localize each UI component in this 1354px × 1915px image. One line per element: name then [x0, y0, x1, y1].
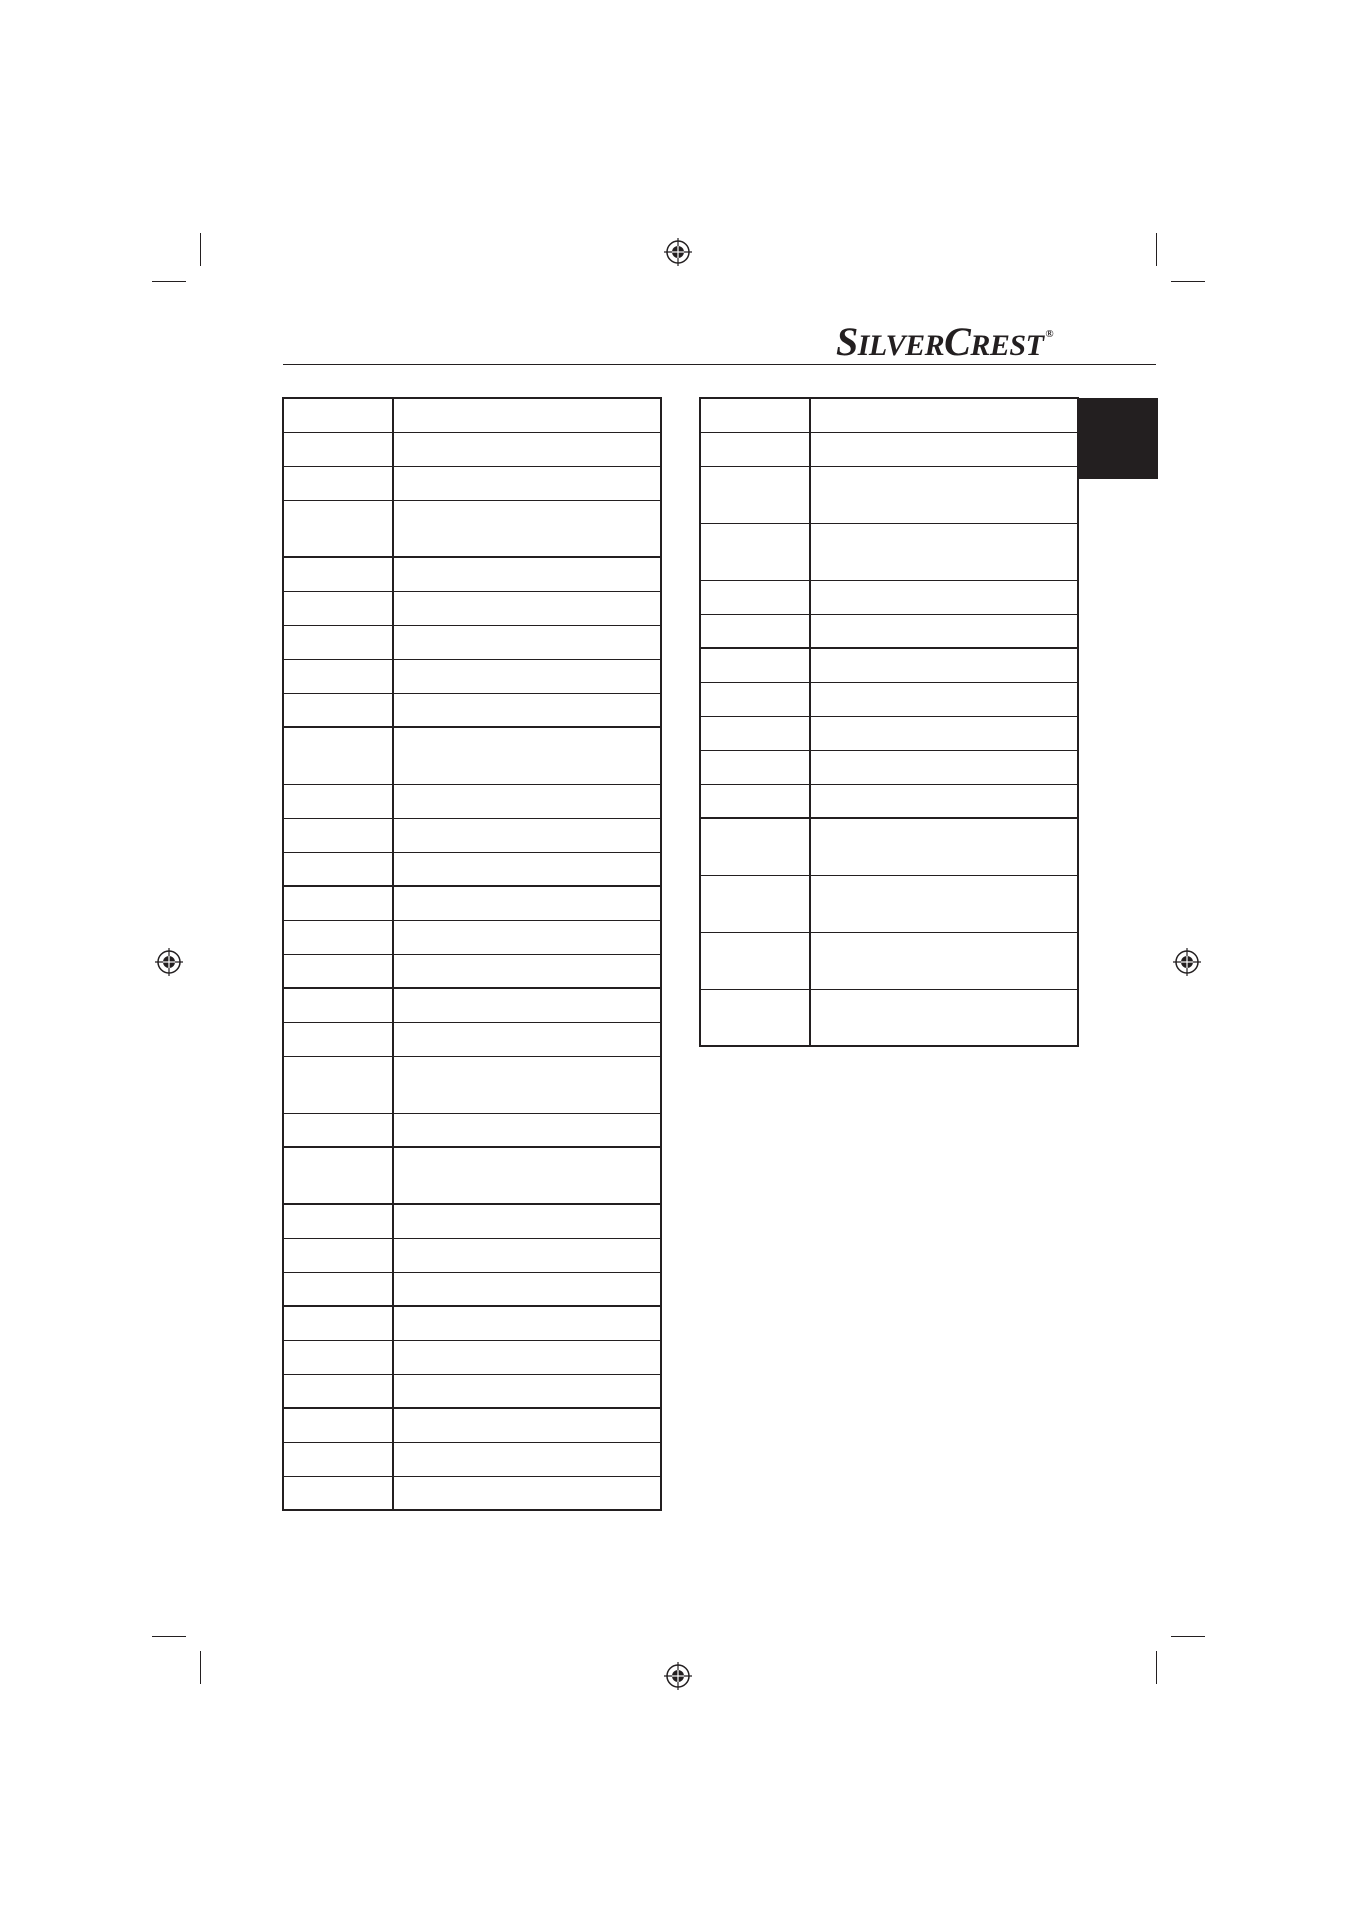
table-cell-description — [393, 625, 661, 659]
table-cell-description — [810, 716, 1078, 750]
registration-mark-icon — [663, 1661, 693, 1691]
table-cell-description — [393, 727, 661, 784]
table-cell-description — [393, 1272, 661, 1306]
table-cell-code — [700, 818, 810, 875]
table-row — [700, 682, 1078, 716]
table-cell-code — [283, 1340, 393, 1374]
table-row — [700, 523, 1078, 580]
table-cell-code — [700, 398, 810, 432]
table-cell-description — [810, 932, 1078, 989]
table-row — [283, 1147, 661, 1204]
table-cell-code — [700, 580, 810, 614]
table-cell-description — [810, 466, 1078, 523]
table-row — [283, 1340, 661, 1374]
table-cell-description — [810, 989, 1078, 1046]
table-cell-code — [283, 1113, 393, 1147]
table-cell-code — [700, 614, 810, 648]
crop-mark — [200, 1651, 201, 1684]
table-row — [283, 1408, 661, 1442]
table-cell-code — [283, 1147, 393, 1204]
table-cell-code — [283, 852, 393, 886]
table-cell-description — [393, 398, 661, 432]
table-row — [283, 1056, 661, 1113]
table-cell-description — [810, 580, 1078, 614]
table-cell-description — [810, 750, 1078, 784]
table-cell-code — [283, 693, 393, 727]
table-row — [283, 625, 661, 659]
table-cell-description — [393, 784, 661, 818]
table-cell-code — [283, 784, 393, 818]
table-cell-description — [810, 818, 1078, 875]
crop-mark — [152, 1636, 186, 1637]
table-cell-code — [283, 954, 393, 988]
table-cell-description — [393, 1476, 661, 1510]
table-row — [283, 954, 661, 988]
table-cell-code — [283, 1204, 393, 1238]
crop-mark — [1156, 1651, 1157, 1684]
table-cell-description — [810, 682, 1078, 716]
reference-table-left — [282, 397, 662, 1511]
table-cell-description — [810, 523, 1078, 580]
table-cell-code — [283, 1022, 393, 1056]
table-cell-description — [393, 1306, 661, 1340]
table-cell-code — [283, 625, 393, 659]
registration-mark-icon — [663, 237, 693, 267]
table-row — [700, 398, 1078, 432]
table-cell-description — [393, 1238, 661, 1272]
table-cell-code — [700, 932, 810, 989]
table-cell-description — [810, 432, 1078, 466]
brand-logo: SILVERCREST ® — [836, 319, 1054, 364]
table-row — [283, 1204, 661, 1238]
table-cell-description — [393, 852, 661, 886]
table-cell-description — [393, 432, 661, 466]
table-row — [700, 614, 1078, 648]
crop-mark — [1171, 1636, 1205, 1637]
crop-mark — [152, 281, 186, 282]
table-cell-description — [393, 818, 661, 852]
table-cell-code — [700, 648, 810, 682]
table-cell-code — [700, 523, 810, 580]
header-rule — [283, 364, 1156, 365]
table-cell-description — [393, 1340, 661, 1374]
table-cell-code — [283, 1442, 393, 1476]
table-cell-description — [810, 398, 1078, 432]
table-cell-description — [393, 500, 661, 557]
table-cell-description — [393, 920, 661, 954]
table-cell-description — [810, 784, 1078, 818]
table-cell-description — [393, 1204, 661, 1238]
table-row — [700, 875, 1078, 932]
table-row — [283, 1272, 661, 1306]
table-cell-code — [283, 727, 393, 784]
table-cell-code — [283, 818, 393, 852]
crop-mark — [1156, 233, 1157, 266]
table-cell-code — [283, 1306, 393, 1340]
table-cell-description — [393, 886, 661, 920]
table-cell-description — [810, 614, 1078, 648]
table-cell-code — [700, 432, 810, 466]
table-row — [700, 432, 1078, 466]
table-cell-code — [700, 682, 810, 716]
reference-table-right — [699, 397, 1079, 1047]
table-row — [283, 1022, 661, 1056]
table-cell-code — [283, 1238, 393, 1272]
table-cell-description — [393, 591, 661, 625]
table-cell-code — [700, 989, 810, 1046]
table-cell-code — [283, 432, 393, 466]
table-cell-code — [700, 784, 810, 818]
table-row — [283, 591, 661, 625]
table-cell-code — [283, 466, 393, 500]
table-cell-description — [810, 648, 1078, 682]
table-cell-code — [283, 557, 393, 591]
table-row — [283, 432, 661, 466]
table-cell-code — [283, 1272, 393, 1306]
table-row — [283, 500, 661, 557]
table-cell-description — [393, 1113, 661, 1147]
table-cell-description — [393, 1056, 661, 1113]
table-row — [700, 648, 1078, 682]
table-row — [283, 1113, 661, 1147]
table-cell-code — [700, 466, 810, 523]
table-row — [700, 716, 1078, 750]
table-cell-description — [393, 1022, 661, 1056]
crop-mark — [200, 233, 201, 266]
table-row — [283, 1442, 661, 1476]
table-row — [700, 989, 1078, 1046]
table-row — [283, 1476, 661, 1510]
table-row — [700, 466, 1078, 523]
table-cell-code — [700, 750, 810, 784]
table-cell-code — [283, 886, 393, 920]
table-cell-description — [393, 1408, 661, 1442]
table-row — [283, 557, 661, 591]
table-row — [700, 580, 1078, 614]
table-cell-code — [283, 659, 393, 693]
table-row — [283, 1306, 661, 1340]
table-row — [283, 988, 661, 1022]
table-cell-code — [283, 1056, 393, 1113]
table-cell-code — [700, 875, 810, 932]
table-cell-code — [283, 1408, 393, 1442]
table-row — [283, 727, 661, 784]
table-cell-description — [393, 659, 661, 693]
table-cell-code — [700, 716, 810, 750]
crop-mark — [1171, 281, 1205, 282]
table-cell-description — [393, 1147, 661, 1204]
table-cell-code — [283, 398, 393, 432]
table-row — [283, 1374, 661, 1408]
table-row — [700, 818, 1078, 875]
table-cell-code — [283, 988, 393, 1022]
table-cell-description — [393, 557, 661, 591]
table-row — [283, 466, 661, 500]
table-row — [283, 852, 661, 886]
table-cell-code — [283, 1374, 393, 1408]
table-row — [700, 932, 1078, 989]
registered-mark: ® — [1045, 328, 1054, 340]
table-cell-description — [393, 1442, 661, 1476]
table-row — [283, 784, 661, 818]
table-cell-description — [810, 875, 1078, 932]
registration-mark-icon — [1172, 947, 1202, 977]
table-cell-description — [393, 693, 661, 727]
table-cell-code — [283, 591, 393, 625]
table-cell-description — [393, 466, 661, 500]
table-cell-description — [393, 1374, 661, 1408]
table-row — [283, 886, 661, 920]
table-row — [283, 1238, 661, 1272]
table-row — [283, 920, 661, 954]
table-row — [283, 693, 661, 727]
table-cell-code — [283, 500, 393, 557]
language-tab — [1079, 398, 1158, 479]
table-cell-code — [283, 1476, 393, 1510]
table-cell-description — [393, 988, 661, 1022]
table-row — [283, 398, 661, 432]
table-row — [283, 818, 661, 852]
table-cell-description — [393, 954, 661, 988]
table-row — [283, 659, 661, 693]
table-row — [700, 750, 1078, 784]
registration-mark-icon — [154, 947, 184, 977]
table-row — [700, 784, 1078, 818]
table-cell-code — [283, 920, 393, 954]
